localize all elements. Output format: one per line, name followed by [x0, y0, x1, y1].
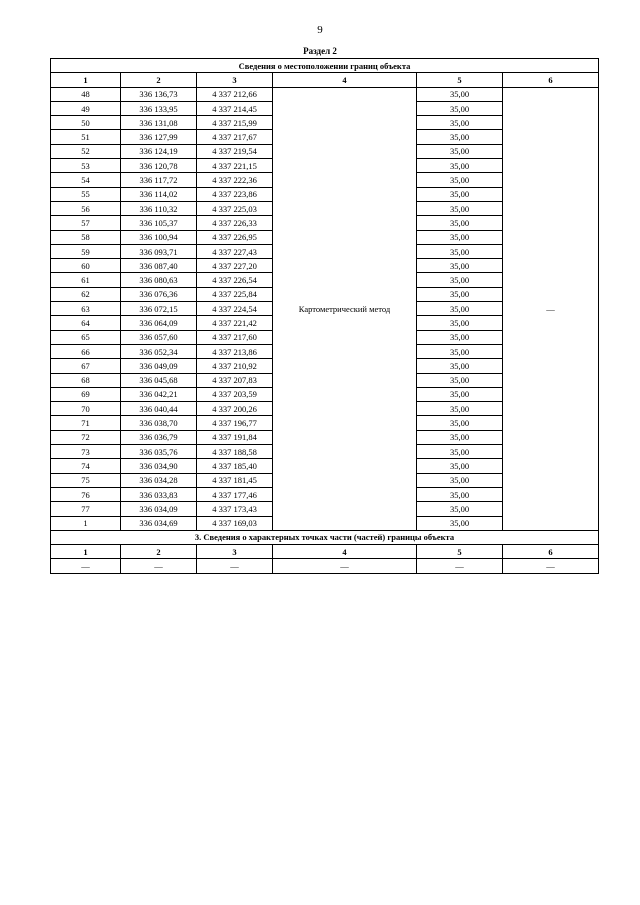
empty-dash-cell: — [273, 559, 417, 573]
coordinate-x: 336 036,79 [121, 430, 197, 444]
point-number: 59 [51, 244, 121, 258]
accuracy-value: 35,00 [417, 402, 503, 416]
coordinate-y: 4 337 215,99 [197, 116, 273, 130]
point-number: 66 [51, 344, 121, 358]
point-number: 65 [51, 330, 121, 344]
accuracy-value: 35,00 [417, 373, 503, 387]
section-title: Раздел 2 [303, 46, 337, 56]
column-number: 3 [197, 545, 273, 559]
coordinate-y: 4 337 219,54 [197, 144, 273, 158]
table-caption-bottom: 3. Сведения о характерных точках части (частей) границы объекта [51, 530, 599, 544]
coordinate-y: 4 337 185,40 [197, 459, 273, 473]
coordinate-x: 336 064,09 [121, 316, 197, 330]
coordinate-y: 4 337 223,86 [197, 187, 273, 201]
accuracy-value: 35,00 [417, 416, 503, 430]
point-number: 56 [51, 201, 121, 215]
coordinate-y: 4 337 207,83 [197, 373, 273, 387]
point-number: 70 [51, 402, 121, 416]
coordinate-y: 4 337 225,03 [197, 201, 273, 215]
accuracy-value: 35,00 [417, 516, 503, 530]
column-number: 1 [51, 73, 121, 87]
table-caption-row [51, 530, 599, 544]
coordinate-y: 4 337 221,42 [197, 316, 273, 330]
point-number: 53 [51, 159, 121, 173]
coordinate-y: 4 337 227,20 [197, 259, 273, 273]
method-cell: Картометрический метод [273, 87, 417, 530]
coordinate-x: 336 034,90 [121, 459, 197, 473]
coordinate-y: 4 337 212,66 [197, 87, 273, 101]
coordinate-y: 4 337 214,45 [197, 101, 273, 115]
point-number: 75 [51, 473, 121, 487]
accuracy-value: 35,00 [417, 487, 503, 501]
page-number: 9 [317, 24, 323, 36]
column-number: 1 [51, 545, 121, 559]
point-number: 73 [51, 445, 121, 459]
point-number: 60 [51, 259, 121, 273]
coordinate-y: 4 337 226,95 [197, 230, 273, 244]
coordinate-x: 336 117,72 [121, 173, 197, 187]
point-number: 74 [51, 459, 121, 473]
empty-dash-cell: — [197, 559, 273, 573]
point-number: 71 [51, 416, 121, 430]
point-number: 1 [51, 516, 121, 530]
point-number: 76 [51, 487, 121, 501]
point-number: 58 [51, 230, 121, 244]
accuracy-value: 35,00 [417, 273, 503, 287]
coordinate-x: 336 034,28 [121, 473, 197, 487]
coordinate-y: 4 337 222,36 [197, 173, 273, 187]
coordinate-x: 336 049,09 [121, 359, 197, 373]
coordinate-x: 336 124,19 [121, 144, 197, 158]
accuracy-value: 35,00 [417, 502, 503, 516]
accuracy-value: 35,00 [417, 430, 503, 444]
coordinate-y: 4 337 217,60 [197, 330, 273, 344]
column-number: 6 [503, 545, 599, 559]
coordinate-y: 4 337 213,86 [197, 344, 273, 358]
accuracy-value: 35,00 [417, 130, 503, 144]
point-number: 48 [51, 87, 121, 101]
coordinate-y: 4 337 227,43 [197, 244, 273, 258]
accuracy-value: 35,00 [417, 302, 503, 316]
table-row [51, 559, 599, 573]
accuracy-value: 35,00 [417, 387, 503, 401]
point-number: 61 [51, 273, 121, 287]
coordinate-x: 336 052,34 [121, 344, 197, 358]
accuracy-value: 35,00 [417, 187, 503, 201]
point-number: 67 [51, 359, 121, 373]
coordinate-x: 336 033,83 [121, 487, 197, 501]
point-number: 50 [51, 116, 121, 130]
column-number: 3 [197, 73, 273, 87]
coordinate-x: 336 057,60 [121, 330, 197, 344]
coordinate-y: 4 337 200,26 [197, 402, 273, 416]
table-body [51, 59, 599, 574]
column-number: 2 [121, 545, 197, 559]
accuracy-value: 35,00 [417, 116, 503, 130]
coordinate-y: 4 337 196,77 [197, 416, 273, 430]
coordinate-x: 336 038,70 [121, 416, 197, 430]
coordinate-y: 4 337 221,15 [197, 159, 273, 173]
column-number: 2 [121, 73, 197, 87]
coordinate-x: 336 120,78 [121, 159, 197, 173]
accuracy-value: 35,00 [417, 173, 503, 187]
coordinate-x: 336 034,69 [121, 516, 197, 530]
coordinate-x: 336 087,40 [121, 259, 197, 273]
point-number: 54 [51, 173, 121, 187]
coordinate-x: 336 080,63 [121, 273, 197, 287]
empty-dash-cell: — [51, 559, 121, 573]
coordinate-x: 336 040,44 [121, 402, 197, 416]
accuracy-value: 35,00 [417, 144, 503, 158]
point-number: 62 [51, 287, 121, 301]
accuracy-value: 35,00 [417, 230, 503, 244]
table-caption-row [51, 59, 599, 73]
point-number: 77 [51, 502, 121, 516]
point-number: 68 [51, 373, 121, 387]
accuracy-value: 35,00 [417, 259, 503, 273]
column-number: 4 [273, 73, 417, 87]
coordinate-x: 336 072,15 [121, 302, 197, 316]
accuracy-value: 35,00 [417, 316, 503, 330]
accuracy-value: 35,00 [417, 216, 503, 230]
empty-dash-cell: — [121, 559, 197, 573]
point-number: 51 [51, 130, 121, 144]
accuracy-value: 35,00 [417, 244, 503, 258]
accuracy-value: 35,00 [417, 473, 503, 487]
description-cell: — [503, 87, 599, 530]
empty-dash-cell: — [417, 559, 503, 573]
point-number: 55 [51, 187, 121, 201]
table-caption-top: Сведения о местоположении границ объекта [51, 59, 599, 73]
coordinate-y: 4 337 191,84 [197, 430, 273, 444]
coordinate-y: 4 337 210,92 [197, 359, 273, 373]
coordinate-x: 336 035,76 [121, 445, 197, 459]
accuracy-value: 35,00 [417, 201, 503, 215]
coordinate-y: 4 337 226,33 [197, 216, 273, 230]
column-number: 5 [417, 545, 503, 559]
boundary-table [50, 58, 599, 574]
coordinate-x: 336 034,09 [121, 502, 197, 516]
coordinate-y: 4 337 226,54 [197, 273, 273, 287]
coordinate-y: 4 337 203,59 [197, 387, 273, 401]
table-row [51, 87, 599, 101]
column-number-row [51, 545, 599, 559]
coordinate-x: 336 093,71 [121, 244, 197, 258]
accuracy-value: 35,00 [417, 359, 503, 373]
coordinate-x: 336 114,02 [121, 187, 197, 201]
accuracy-value: 35,00 [417, 445, 503, 459]
empty-dash-cell: — [503, 559, 599, 573]
column-number: 5 [417, 73, 503, 87]
coordinate-y: 4 337 188,58 [197, 445, 273, 459]
accuracy-value: 35,00 [417, 159, 503, 173]
coordinate-y: 4 337 181,45 [197, 473, 273, 487]
coordinate-x: 336 045,68 [121, 373, 197, 387]
coordinate-x: 336 133,95 [121, 101, 197, 115]
coordinate-y: 4 337 177,46 [197, 487, 273, 501]
coordinate-x: 336 105,37 [121, 216, 197, 230]
column-number: 4 [273, 545, 417, 559]
accuracy-value: 35,00 [417, 344, 503, 358]
column-number: 6 [503, 73, 599, 87]
coordinate-y: 4 337 224,54 [197, 302, 273, 316]
coordinate-y: 4 337 225,84 [197, 287, 273, 301]
coordinate-y: 4 337 217,67 [197, 130, 273, 144]
accuracy-value: 35,00 [417, 459, 503, 473]
coordinate-y: 4 337 173,43 [197, 502, 273, 516]
coordinate-x: 336 127,99 [121, 130, 197, 144]
coordinate-x: 336 076,36 [121, 287, 197, 301]
point-number: 52 [51, 144, 121, 158]
accuracy-value: 35,00 [417, 287, 503, 301]
point-number: 49 [51, 101, 121, 115]
accuracy-value: 35,00 [417, 101, 503, 115]
coordinate-x: 336 136,73 [121, 87, 197, 101]
point-number: 57 [51, 216, 121, 230]
coordinate-x: 336 110,32 [121, 201, 197, 215]
accuracy-value: 35,00 [417, 330, 503, 344]
point-number: 72 [51, 430, 121, 444]
coordinate-x: 336 131,08 [121, 116, 197, 130]
point-number: 69 [51, 387, 121, 401]
coordinate-x: 336 042,21 [121, 387, 197, 401]
accuracy-value: 35,00 [417, 87, 503, 101]
coordinate-y: 4 337 169,03 [197, 516, 273, 530]
coordinate-x: 336 100,94 [121, 230, 197, 244]
column-number-row [51, 73, 599, 87]
point-number: 64 [51, 316, 121, 330]
point-number: 63 [51, 302, 121, 316]
